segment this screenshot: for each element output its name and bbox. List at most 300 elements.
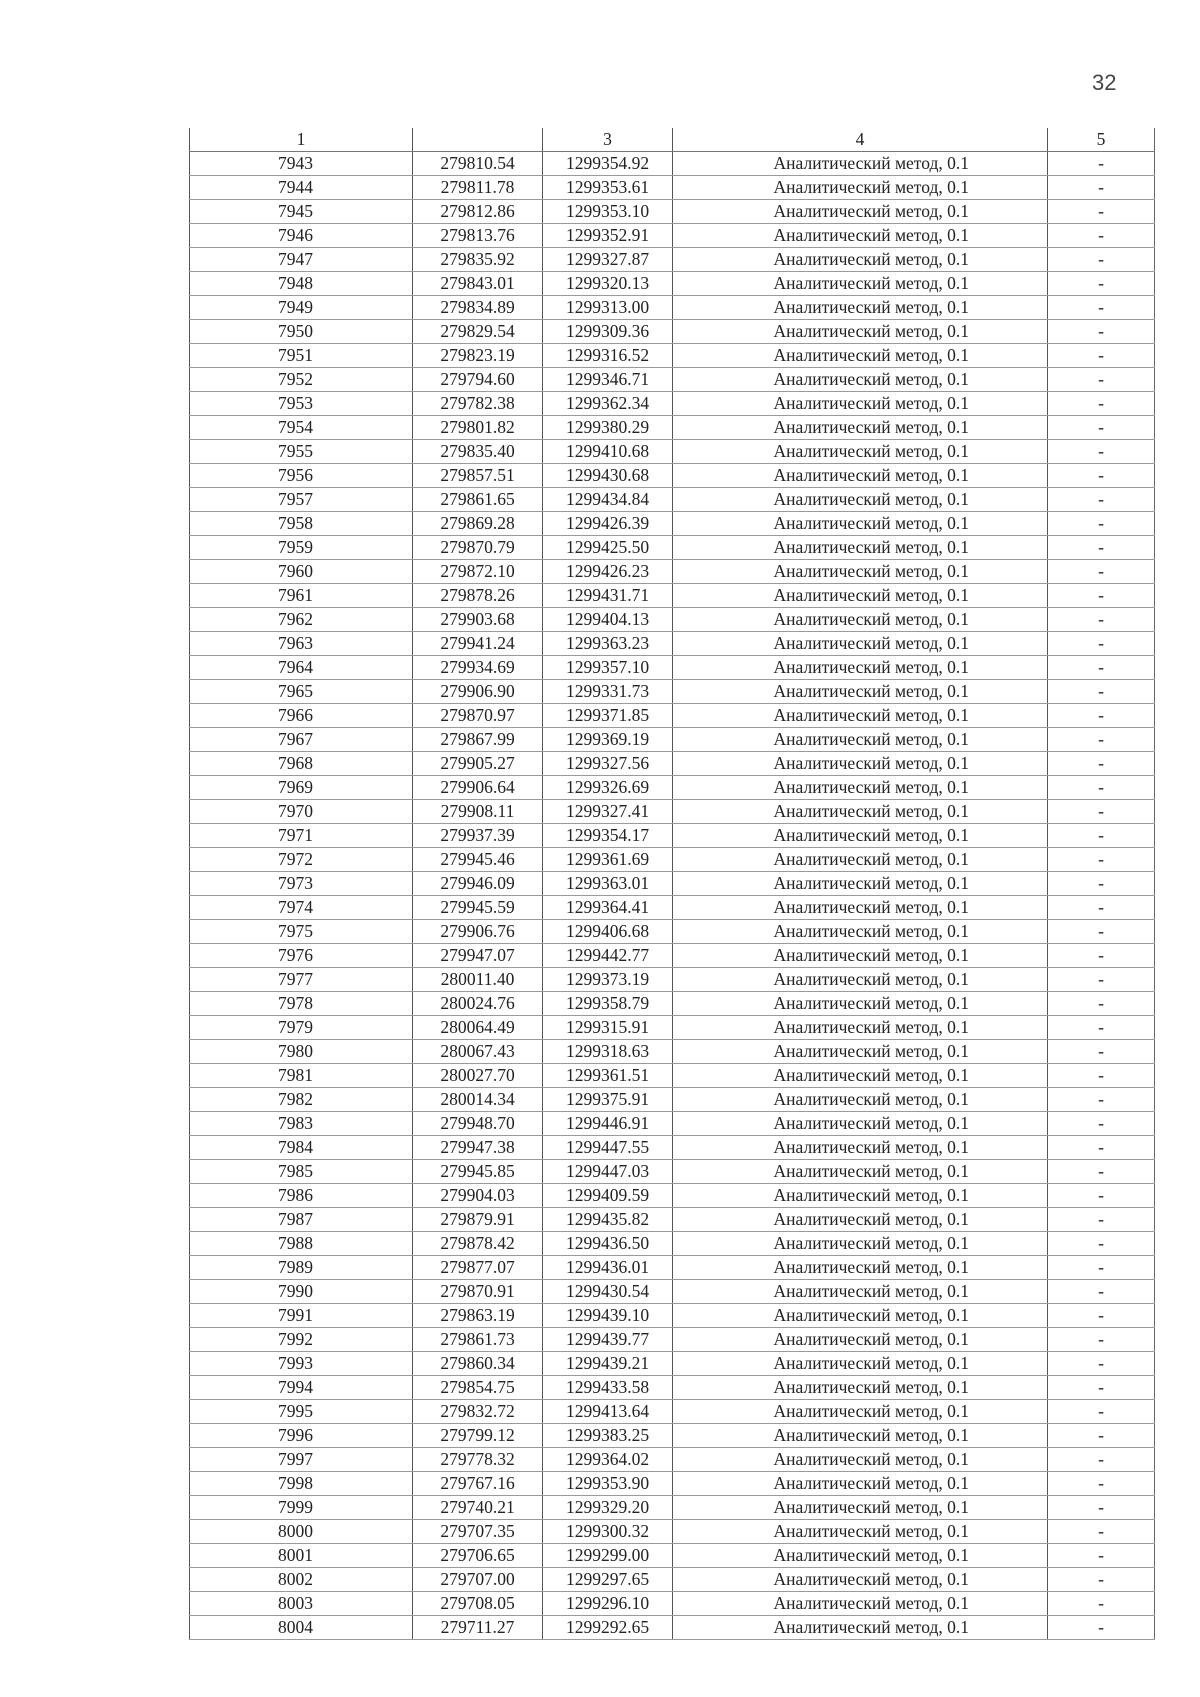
point-number-cell: 7970 [190, 800, 413, 824]
x-coordinate-cell: 279878.42 [413, 1232, 543, 1256]
col5-cell: - [1048, 896, 1155, 920]
x-coordinate-cell: 279948.70 [413, 1112, 543, 1136]
col5-cell: - [1048, 1352, 1155, 1376]
point-number-cell: 7969 [190, 776, 413, 800]
col5-cell: - [1048, 1400, 1155, 1424]
method-cell: Аналитический метод, 0.1 [673, 632, 1048, 656]
method-cell: Аналитический метод, 0.1 [673, 296, 1048, 320]
method-cell: Аналитический метод, 0.1 [673, 1616, 1048, 1640]
col5-cell: - [1048, 968, 1155, 992]
table-row [190, 824, 1155, 848]
col5-cell: - [1048, 1064, 1155, 1088]
y-coordinate-cell: 1299439.21 [543, 1352, 673, 1376]
method-cell: Аналитический метод, 0.1 [673, 392, 1048, 416]
method-cell: Аналитический метод, 0.1 [673, 1160, 1048, 1184]
col5-cell: - [1048, 632, 1155, 656]
method-cell: Аналитический метод, 0.1 [673, 1280, 1048, 1304]
table-row [190, 728, 1155, 752]
x-coordinate-cell: 279857.51 [413, 464, 543, 488]
col5-cell: - [1048, 1280, 1155, 1304]
x-coordinate-cell: 280067.43 [413, 1040, 543, 1064]
x-coordinate-cell: 279799.12 [413, 1424, 543, 1448]
y-coordinate-cell: 1299410.68 [543, 440, 673, 464]
method-cell: Аналитический метод, 0.1 [673, 1376, 1048, 1400]
col5-cell: - [1048, 152, 1155, 176]
header-col-1: 1 [190, 128, 413, 152]
point-number-cell: 8004 [190, 1616, 413, 1640]
col5-cell: - [1048, 1376, 1155, 1400]
y-coordinate-cell: 1299316.52 [543, 344, 673, 368]
y-coordinate-cell: 1299426.23 [543, 560, 673, 584]
table-row [190, 248, 1155, 272]
x-coordinate-cell: 279945.46 [413, 848, 543, 872]
y-coordinate-cell: 1299346.71 [543, 368, 673, 392]
method-cell: Аналитический метод, 0.1 [673, 1088, 1048, 1112]
table-row [190, 560, 1155, 584]
x-coordinate-cell: 280064.49 [413, 1016, 543, 1040]
col5-cell: - [1048, 1136, 1155, 1160]
x-coordinate-cell: 279778.32 [413, 1448, 543, 1472]
col5-cell: - [1048, 584, 1155, 608]
table-row [190, 1040, 1155, 1064]
method-cell: Аналитический метод, 0.1 [673, 464, 1048, 488]
y-coordinate-cell: 1299309.36 [543, 320, 673, 344]
point-number-cell: 7956 [190, 464, 413, 488]
x-coordinate-cell: 279835.92 [413, 248, 543, 272]
x-coordinate-cell: 279823.19 [413, 344, 543, 368]
method-cell: Аналитический метод, 0.1 [673, 608, 1048, 632]
page-number: 32 [1092, 70, 1117, 95]
x-coordinate-cell: 279870.79 [413, 536, 543, 560]
method-cell: Аналитический метод, 0.1 [673, 512, 1048, 536]
y-coordinate-cell: 1299375.91 [543, 1088, 673, 1112]
point-number-cell: 7943 [190, 152, 413, 176]
table-row [190, 656, 1155, 680]
method-cell: Аналитический метод, 0.1 [673, 536, 1048, 560]
table-row [190, 1064, 1155, 1088]
table-row [190, 1544, 1155, 1568]
method-cell: Аналитический метод, 0.1 [673, 1328, 1048, 1352]
method-cell: Аналитический метод, 0.1 [673, 248, 1048, 272]
point-number-cell: 7995 [190, 1400, 413, 1424]
col5-cell: - [1048, 392, 1155, 416]
table-row [190, 1472, 1155, 1496]
col5-cell: - [1048, 728, 1155, 752]
method-cell: Аналитический метод, 0.1 [673, 872, 1048, 896]
x-coordinate-cell: 279872.10 [413, 560, 543, 584]
table-row [190, 944, 1155, 968]
point-number-cell: 7971 [190, 824, 413, 848]
method-cell: Аналитический метод, 0.1 [673, 1424, 1048, 1448]
point-number-cell: 7965 [190, 680, 413, 704]
y-coordinate-cell: 1299439.77 [543, 1328, 673, 1352]
y-coordinate-cell: 1299430.54 [543, 1280, 673, 1304]
x-coordinate-cell: 280027.70 [413, 1064, 543, 1088]
method-cell: Аналитический метод, 0.1 [673, 920, 1048, 944]
y-coordinate-cell: 1299315.91 [543, 1016, 673, 1040]
x-coordinate-cell: 279906.76 [413, 920, 543, 944]
method-cell: Аналитический метод, 0.1 [673, 776, 1048, 800]
col5-cell: - [1048, 680, 1155, 704]
x-coordinate-cell: 279870.91 [413, 1280, 543, 1304]
y-coordinate-cell: 1299442.77 [543, 944, 673, 968]
col5-cell: - [1048, 1112, 1155, 1136]
point-number-cell: 7977 [190, 968, 413, 992]
col5-cell: - [1048, 1232, 1155, 1256]
method-cell: Аналитический метод, 0.1 [673, 320, 1048, 344]
x-coordinate-cell: 279945.59 [413, 896, 543, 920]
point-number-cell: 7994 [190, 1376, 413, 1400]
table-row [190, 1400, 1155, 1424]
y-coordinate-cell: 1299430.68 [543, 464, 673, 488]
y-coordinate-cell: 1299353.90 [543, 1472, 673, 1496]
header-col-4: 4 [673, 128, 1048, 152]
y-coordinate-cell: 1299353.61 [543, 176, 673, 200]
col5-cell: - [1048, 992, 1155, 1016]
x-coordinate-cell: 279843.01 [413, 272, 543, 296]
method-cell: Аналитический метод, 0.1 [673, 1232, 1048, 1256]
x-coordinate-cell: 280014.34 [413, 1088, 543, 1112]
table-row [190, 872, 1155, 896]
col5-cell: - [1048, 1256, 1155, 1280]
x-coordinate-cell: 279906.64 [413, 776, 543, 800]
x-coordinate-cell: 279782.38 [413, 392, 543, 416]
col5-cell: - [1048, 1016, 1155, 1040]
table-row [190, 272, 1155, 296]
header-col-3: 3 [543, 128, 673, 152]
col5-cell: - [1048, 1544, 1155, 1568]
method-cell: Аналитический метод, 0.1 [673, 1256, 1048, 1280]
col5-cell: - [1048, 1592, 1155, 1616]
x-coordinate-cell: 279945.85 [413, 1160, 543, 1184]
point-number-cell: 7988 [190, 1232, 413, 1256]
y-coordinate-cell: 1299436.01 [543, 1256, 673, 1280]
x-coordinate-cell: 279767.16 [413, 1472, 543, 1496]
x-coordinate-cell: 279706.65 [413, 1544, 543, 1568]
col5-cell: - [1048, 344, 1155, 368]
method-cell: Аналитический метод, 0.1 [673, 488, 1048, 512]
x-coordinate-cell: 279834.89 [413, 296, 543, 320]
point-number-cell: 7987 [190, 1208, 413, 1232]
point-number-cell: 7983 [190, 1112, 413, 1136]
point-number-cell: 8000 [190, 1520, 413, 1544]
point-number-cell: 7998 [190, 1472, 413, 1496]
col5-cell: - [1048, 1184, 1155, 1208]
y-coordinate-cell: 1299436.50 [543, 1232, 673, 1256]
x-coordinate-cell: 279707.35 [413, 1520, 543, 1544]
point-number-cell: 7963 [190, 632, 413, 656]
x-coordinate-cell: 279937.39 [413, 824, 543, 848]
table-row [190, 968, 1155, 992]
method-cell: Аналитический метод, 0.1 [673, 560, 1048, 584]
point-number-cell: 7984 [190, 1136, 413, 1160]
table-row [190, 704, 1155, 728]
point-number-cell: 7982 [190, 1088, 413, 1112]
coordinates-table [189, 128, 1155, 1640]
point-number-cell: 7980 [190, 1040, 413, 1064]
x-coordinate-cell: 279863.19 [413, 1304, 543, 1328]
x-coordinate-cell: 279877.07 [413, 1256, 543, 1280]
table-row [190, 1304, 1155, 1328]
table-row [190, 1184, 1155, 1208]
y-coordinate-cell: 1299447.03 [543, 1160, 673, 1184]
table-row [190, 1424, 1155, 1448]
table-row [190, 536, 1155, 560]
col5-cell: - [1048, 824, 1155, 848]
y-coordinate-cell: 1299447.55 [543, 1136, 673, 1160]
table-row [190, 1496, 1155, 1520]
x-coordinate-cell: 279947.38 [413, 1136, 543, 1160]
col5-cell: - [1048, 512, 1155, 536]
table-row [190, 752, 1155, 776]
x-coordinate-cell: 279707.00 [413, 1568, 543, 1592]
method-cell: Аналитический метод, 0.1 [673, 680, 1048, 704]
col5-cell: - [1048, 848, 1155, 872]
col5-cell: - [1048, 752, 1155, 776]
x-coordinate-cell: 279941.24 [413, 632, 543, 656]
table-row [190, 920, 1155, 944]
point-number-cell: 7958 [190, 512, 413, 536]
y-coordinate-cell: 1299313.00 [543, 296, 673, 320]
point-number-cell: 7944 [190, 176, 413, 200]
x-coordinate-cell: 279947.07 [413, 944, 543, 968]
point-number-cell: 7948 [190, 272, 413, 296]
y-coordinate-cell: 1299435.82 [543, 1208, 673, 1232]
col5-cell: - [1048, 1520, 1155, 1544]
y-coordinate-cell: 1299362.34 [543, 392, 673, 416]
point-number-cell: 8003 [190, 1592, 413, 1616]
y-coordinate-cell: 1299373.19 [543, 968, 673, 992]
x-coordinate-cell: 279854.75 [413, 1376, 543, 1400]
method-cell: Аналитический метод, 0.1 [673, 1448, 1048, 1472]
point-number-cell: 7991 [190, 1304, 413, 1328]
table-row [190, 440, 1155, 464]
point-number-cell: 7979 [190, 1016, 413, 1040]
method-cell: Аналитический метод, 0.1 [673, 1544, 1048, 1568]
point-number-cell: 7954 [190, 416, 413, 440]
x-coordinate-cell: 279813.76 [413, 224, 543, 248]
point-number-cell: 7952 [190, 368, 413, 392]
point-number-cell: 7961 [190, 584, 413, 608]
y-coordinate-cell: 1299406.68 [543, 920, 673, 944]
y-coordinate-cell: 1299326.69 [543, 776, 673, 800]
y-coordinate-cell: 1299409.59 [543, 1184, 673, 1208]
header-col-5: 5 [1048, 128, 1155, 152]
col5-cell: - [1048, 1616, 1155, 1640]
table-row [190, 1376, 1155, 1400]
point-number-cell: 7968 [190, 752, 413, 776]
col5-cell: - [1048, 560, 1155, 584]
point-number-cell: 7951 [190, 344, 413, 368]
table-row [190, 1568, 1155, 1592]
point-number-cell: 7985 [190, 1160, 413, 1184]
table-row [190, 1136, 1155, 1160]
col5-cell: - [1048, 656, 1155, 680]
method-cell: Аналитический метод, 0.1 [673, 1040, 1048, 1064]
col5-cell: - [1048, 368, 1155, 392]
table-header [190, 128, 1155, 152]
col5-cell: - [1048, 464, 1155, 488]
table-row [190, 896, 1155, 920]
method-cell: Аналитический метод, 0.1 [673, 944, 1048, 968]
table-row [190, 776, 1155, 800]
y-coordinate-cell: 1299318.63 [543, 1040, 673, 1064]
y-coordinate-cell: 1299369.19 [543, 728, 673, 752]
col5-cell: - [1048, 248, 1155, 272]
x-coordinate-cell: 279860.34 [413, 1352, 543, 1376]
point-number-cell: 7957 [190, 488, 413, 512]
point-number-cell: 7949 [190, 296, 413, 320]
table-row [190, 464, 1155, 488]
table-row [190, 152, 1155, 176]
y-coordinate-cell: 1299354.17 [543, 824, 673, 848]
col5-cell: - [1048, 872, 1155, 896]
point-number-cell: 7981 [190, 1064, 413, 1088]
method-cell: Аналитический метод, 0.1 [673, 1400, 1048, 1424]
table-body [190, 152, 1155, 1640]
col5-cell: - [1048, 776, 1155, 800]
table-row [190, 1520, 1155, 1544]
table-row [190, 200, 1155, 224]
method-cell: Аналитический метод, 0.1 [673, 1520, 1048, 1544]
x-coordinate-cell: 279810.54 [413, 152, 543, 176]
x-coordinate-cell: 279861.73 [413, 1328, 543, 1352]
method-cell: Аналитический метод, 0.1 [673, 1184, 1048, 1208]
col5-cell: - [1048, 1088, 1155, 1112]
x-coordinate-cell: 279905.27 [413, 752, 543, 776]
point-number-cell: 8001 [190, 1544, 413, 1568]
y-coordinate-cell: 1299353.10 [543, 200, 673, 224]
point-number-cell: 7960 [190, 560, 413, 584]
x-coordinate-cell: 279740.21 [413, 1496, 543, 1520]
x-coordinate-cell: 279869.28 [413, 512, 543, 536]
point-number-cell: 7978 [190, 992, 413, 1016]
table-row [190, 1592, 1155, 1616]
table-row [190, 1352, 1155, 1376]
point-number-cell: 7986 [190, 1184, 413, 1208]
y-coordinate-cell: 1299352.91 [543, 224, 673, 248]
y-coordinate-cell: 1299320.13 [543, 272, 673, 296]
x-coordinate-cell: 279934.69 [413, 656, 543, 680]
x-coordinate-cell: 279946.09 [413, 872, 543, 896]
header-col-2 [413, 128, 543, 152]
x-coordinate-cell: 279811.78 [413, 176, 543, 200]
method-cell: Аналитический метод, 0.1 [673, 704, 1048, 728]
method-cell: Аналитический метод, 0.1 [673, 992, 1048, 1016]
col5-cell: - [1048, 920, 1155, 944]
col5-cell: - [1048, 1040, 1155, 1064]
method-cell: Аналитический метод, 0.1 [673, 584, 1048, 608]
table-row [190, 1112, 1155, 1136]
col5-cell: - [1048, 800, 1155, 824]
point-number-cell: 7947 [190, 248, 413, 272]
col5-cell: - [1048, 1424, 1155, 1448]
col5-cell: - [1048, 944, 1155, 968]
method-cell: Аналитический метод, 0.1 [673, 176, 1048, 200]
col5-cell: - [1048, 488, 1155, 512]
method-cell: Аналитический метод, 0.1 [673, 440, 1048, 464]
x-coordinate-cell: 279812.86 [413, 200, 543, 224]
y-coordinate-cell: 1299327.41 [543, 800, 673, 824]
y-coordinate-cell: 1299299.00 [543, 1544, 673, 1568]
method-cell: Аналитический метод, 0.1 [673, 896, 1048, 920]
point-number-cell: 7999 [190, 1496, 413, 1520]
method-cell: Аналитический метод, 0.1 [673, 824, 1048, 848]
table-row [190, 584, 1155, 608]
method-cell: Аналитический метод, 0.1 [673, 800, 1048, 824]
y-coordinate-cell: 1299327.87 [543, 248, 673, 272]
point-number-cell: 8002 [190, 1568, 413, 1592]
x-coordinate-cell: 279829.54 [413, 320, 543, 344]
table-row [190, 1448, 1155, 1472]
table-row [190, 680, 1155, 704]
y-coordinate-cell: 1299358.79 [543, 992, 673, 1016]
table-row [190, 1256, 1155, 1280]
table-row [190, 1160, 1155, 1184]
y-coordinate-cell: 1299364.41 [543, 896, 673, 920]
method-cell: Аналитический метод, 0.1 [673, 728, 1048, 752]
y-coordinate-cell: 1299434.84 [543, 488, 673, 512]
method-cell: Аналитический метод, 0.1 [673, 752, 1048, 776]
y-coordinate-cell: 1299413.64 [543, 1400, 673, 1424]
table-row [190, 1016, 1155, 1040]
table-row [190, 392, 1155, 416]
y-coordinate-cell: 1299364.02 [543, 1448, 673, 1472]
x-coordinate-cell: 279908.11 [413, 800, 543, 824]
y-coordinate-cell: 1299300.32 [543, 1520, 673, 1544]
point-number-cell: 7950 [190, 320, 413, 344]
method-cell: Аналитический метод, 0.1 [673, 152, 1048, 176]
table-row [190, 632, 1155, 656]
y-coordinate-cell: 1299380.29 [543, 416, 673, 440]
table-row [190, 1208, 1155, 1232]
table-row [190, 848, 1155, 872]
col5-cell: - [1048, 1472, 1155, 1496]
col5-cell: - [1048, 272, 1155, 296]
point-number-cell: 7946 [190, 224, 413, 248]
x-coordinate-cell: 279794.60 [413, 368, 543, 392]
table-row [190, 1088, 1155, 1112]
y-coordinate-cell: 1299383.25 [543, 1424, 673, 1448]
x-coordinate-cell: 279832.72 [413, 1400, 543, 1424]
y-coordinate-cell: 1299327.56 [543, 752, 673, 776]
col5-cell: - [1048, 1448, 1155, 1472]
x-coordinate-cell: 279708.05 [413, 1592, 543, 1616]
table-row [190, 1232, 1155, 1256]
table-row [190, 320, 1155, 344]
table-row [190, 1616, 1155, 1640]
y-coordinate-cell: 1299357.10 [543, 656, 673, 680]
method-cell: Аналитический метод, 0.1 [673, 200, 1048, 224]
x-coordinate-cell: 279903.68 [413, 608, 543, 632]
x-coordinate-cell: 279878.26 [413, 584, 543, 608]
col5-cell: - [1048, 1328, 1155, 1352]
point-number-cell: 7973 [190, 872, 413, 896]
x-coordinate-cell: 279835.40 [413, 440, 543, 464]
y-coordinate-cell: 1299297.65 [543, 1568, 673, 1592]
y-coordinate-cell: 1299446.91 [543, 1112, 673, 1136]
col5-cell: - [1048, 608, 1155, 632]
point-number-cell: 7959 [190, 536, 413, 560]
x-coordinate-cell: 279879.91 [413, 1208, 543, 1232]
y-coordinate-cell: 1299296.10 [543, 1592, 673, 1616]
method-cell: Аналитический метод, 0.1 [673, 272, 1048, 296]
col5-cell: - [1048, 224, 1155, 248]
table-row [190, 224, 1155, 248]
method-cell: Аналитический метод, 0.1 [673, 1208, 1048, 1232]
col5-cell: - [1048, 536, 1155, 560]
col5-cell: - [1048, 200, 1155, 224]
